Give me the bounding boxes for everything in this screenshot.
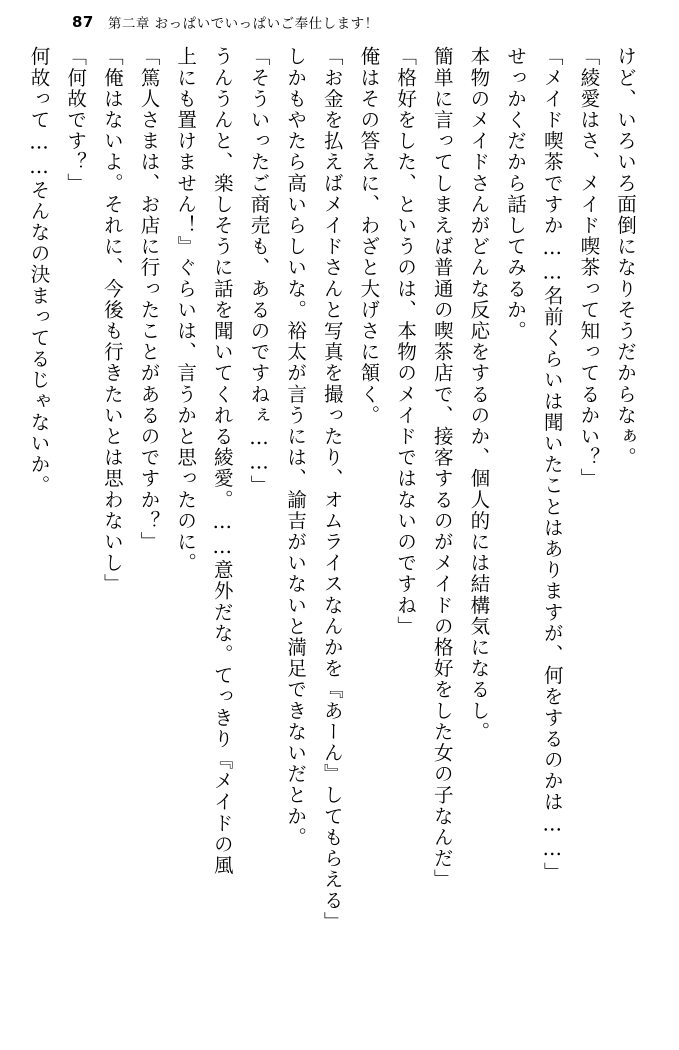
paragraph: 何故って……そんなの決まってるじゃないか。: [27, 46, 51, 497]
page-number: 87: [72, 13, 94, 31]
paragraph: 「そういったご商売も、あるのですねぇ……」: [247, 46, 271, 497]
paragraph: 「綾愛はさ、メイド喫茶って知ってるかい？」: [577, 46, 601, 490]
paragraph: 「何故です？」: [64, 46, 88, 194]
page-header: [0, 8, 679, 36]
paragraph: せっかくだから話してみるか。: [504, 46, 528, 342]
paragraph: うんうんと、楽しそうに話を聞いてくれる綾愛。……意外だな。てっきり『メイドの風: [210, 46, 234, 876]
paragraph: けど、いろいろ面倒になりそうだからなぁ。: [614, 46, 637, 468]
paragraph: 「格好をした、というのは、本物のメイドではないのですね」: [394, 46, 418, 637]
paragraph: 上にも置けません！』ぐらいは、言うかと思ったのに。: [174, 46, 198, 574]
paragraph: 「お金を払えばメイドさんと写真を撮ったり、オムライスなんかを『あーん』してもらえる」: [320, 46, 344, 933]
paragraph: 「メイド喫茶ですか……名前くらいは聞いたことはありますが、何をするのかは……」: [540, 46, 564, 883]
paragraph: 「俺はないよ。それに、今後も行きたいとは思わないし」: [100, 46, 124, 595]
page-body-text: [27, 46, 643, 1030]
paragraph: しかもやたら高いらしいな。裕太が言うには、諭吉がいないと満足できないだとか。: [284, 46, 308, 848]
chapter-title: 第二章 おっぱいでいっぱいご奉仕します！: [107, 16, 379, 32]
paragraph: 俺はその答えに、わざと大げさに頷く。: [357, 46, 381, 426]
paragraph: 本物のメイドさんがどんな反応をするのか、個人的には結構気になるし。: [467, 46, 491, 743]
paragraph: 簡単に言ってしまえば普通の喫茶店で、接客するのがメイドの格好をした女の子なんだ」: [430, 46, 454, 890]
paragraph: 「篤人さまは、お店に行ったことがあるのですか？」: [137, 46, 161, 553]
